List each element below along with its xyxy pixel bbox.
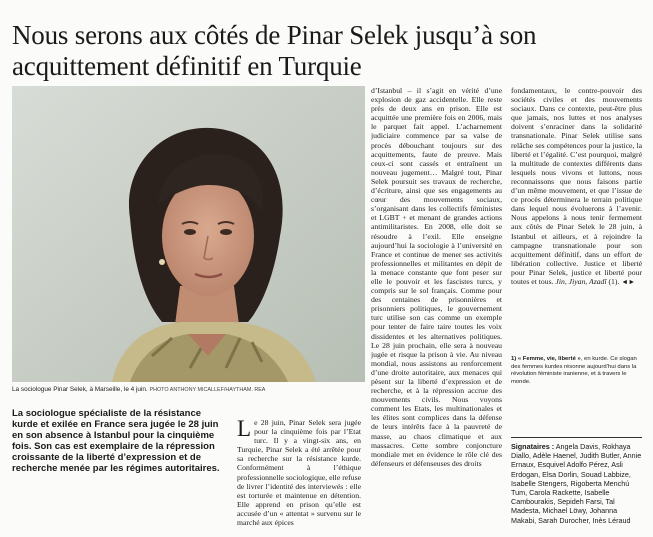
body-column-1 xyxy=(237,418,361,537)
signatories xyxy=(511,442,642,525)
signatories-label: Signataires : xyxy=(511,442,555,451)
footnote-marker: 1) xyxy=(511,356,517,362)
footnote-text: , en kurde. Ce slogan des femmes kurdes résonne aujourd’hui dans la révolution féministe iranienne, et à travers le monde. xyxy=(511,356,637,385)
footnote xyxy=(511,356,642,386)
article-title: Nous serons aux côtés de Pinar Selek jusqu’à son acquittement définitif en Turquie xyxy=(12,20,537,82)
photo-caption xyxy=(12,385,365,395)
slogan: Jin, Jiyan, Azadî xyxy=(555,276,607,286)
portrait-photo xyxy=(12,86,365,382)
end-mark-icon: ◄► xyxy=(621,277,636,286)
signatories-names: Angela Davis, Rokhaya Diallo, Adèle Haenel, Judith Butler, Annie Ernaux, Esquivel Adolfo Pérez, Asli Erdogan, Elsa Dorlin, Souad Labbize, Isabelle Stengers, Rigoberta Menchú Tum, Carola Rackette, Isabelle Cambourakis, Sepideh Farsi, Tal Madesta, Michael Löwy, Johanna Makabi, Sarah Durocher, Inès Léraud xyxy=(511,442,642,525)
body-text-1: e 28 juin, Pinar Selek sera jugée pour la cinquième fois par l’Etat turc. Il y a vingt-six ans, en Turquie, Pinar Selek a été arrêtée pour sa recherche sur la résistance kurde. Conformément à l’éthique professionnelle sociologique, elle refuse de livrer l’identité des interviewés : elle est torturée et maintenue en détention. Elle apprend en prison qu’elle est accusée d’un « attentat » survenu sur le marché aux épices xyxy=(237,418,361,528)
article-lead: La sociologue spécialiste de la résistance kurde et exilée en France sera jugée le 28 juin en son absence à Istanbul pour la cinquième fois. Son cas est exemplaire de la répression croissante de la liberté d’expression et de recherche menée par les régimes autoritaires. xyxy=(12,408,220,475)
footnote-title: « Femme, vie, liberté » xyxy=(517,356,581,362)
body-column-2 xyxy=(371,86,502,537)
slogan-reference: (1). xyxy=(608,276,620,286)
body-text-2: d’Istanbul – il s’agit en vérité d’une explosion de gaz accidentelle. Elle reste près de deux ans en prison. Elle est acquittée une première fois en 2006, mais le parquet fait appel. L’acharnement judiciaire commence par sa valse de procès débouchant toujours sur des acquittements, faute de preuve. Mais ceux-ci sont cassés et entraînent un nouveau jugement… Malgré tout, Pinar Selek poursuit ses travaux de recherche, d’écriture, ainsi que ses engagements au cœur des mouvements sociaux, s’organisant dans les collectifs féministes et LGBT + et menant de grandes actions antimilitaristes. En 2008, elle doit se résoudre à l’exil. Elle enseigne aujourd’hui la sociologie à l’université en France et continue de mener ses activités professionnelles et militantes en dépit de la menace constante que font peser sur elle le pouvoir et les fascistes turcs, y compris sur le sol français. Comme pour des centaines de prisonnières et prisonniers politiques, le gouvernement turc utilise son cas comme un exemple pour tenter de faire taire toutes les voix dissidentes et les alternatives politiques. Le 28 juin prochain, elle sera à nouveau jugée et risque la prison à vie. Au niveau mondial, nous assistons au renforcement d’une droite autoritaire, aux menaces qui pèsent sur la liberté d’expression et de recherche, et à la répression accrue des mouvements civils. Nous voyons comment les Etats, les multinationales et les élites sont complices dans la défense de leurs intérêts face à la pauvreté de masse, au chaos climatique et aux massacres. Cette sombre conjoncture mondiale met en évidence le rôle clé des défenseurs et défenseuses des droits xyxy=(371,86,502,468)
caption-credit: PHOTO ANTHONY MICALLEF/HAYTHAM. REA xyxy=(149,387,266,393)
portrait-illustration xyxy=(12,86,365,382)
divider xyxy=(511,437,642,438)
drop-cap: L xyxy=(237,418,252,441)
caption-text: La sociologue Pinar Selek, à Marseille, le 4 juin. xyxy=(12,386,148,393)
body-text-3: fondamentaux, le contre-pouvoir des sociétés civiles et des mouvements sociaux. Dans ce contexte, peut-être plus que jamais, nos luttes et nos analyses doivent s’enraciner dans la solidarité transnationale. Pinar Selek utilise sans relâche ses compétences pour la justice, la liberté et l’égalité. C’est pourquoi, malgré la multitude de contextes différents dans lesquels nous vivons et luttons, nous reconnaissons que nous faisons partie d’un même mouvement, et que l’issue de ce procès déterminera le terrain politique dans lequel nous évoluerons à l’avenir. Nous appelons à nous tenir fermement aux côtés de Pinar Selek le 28 juin, à Istanbul et ailleurs, et à rejoindre la campagne transnationale pour son acquittement définitif, dans un effort de libération collective. Justice et liberté pour Pinar Selek, justice et liberté pour toutes et tous. xyxy=(511,86,642,286)
